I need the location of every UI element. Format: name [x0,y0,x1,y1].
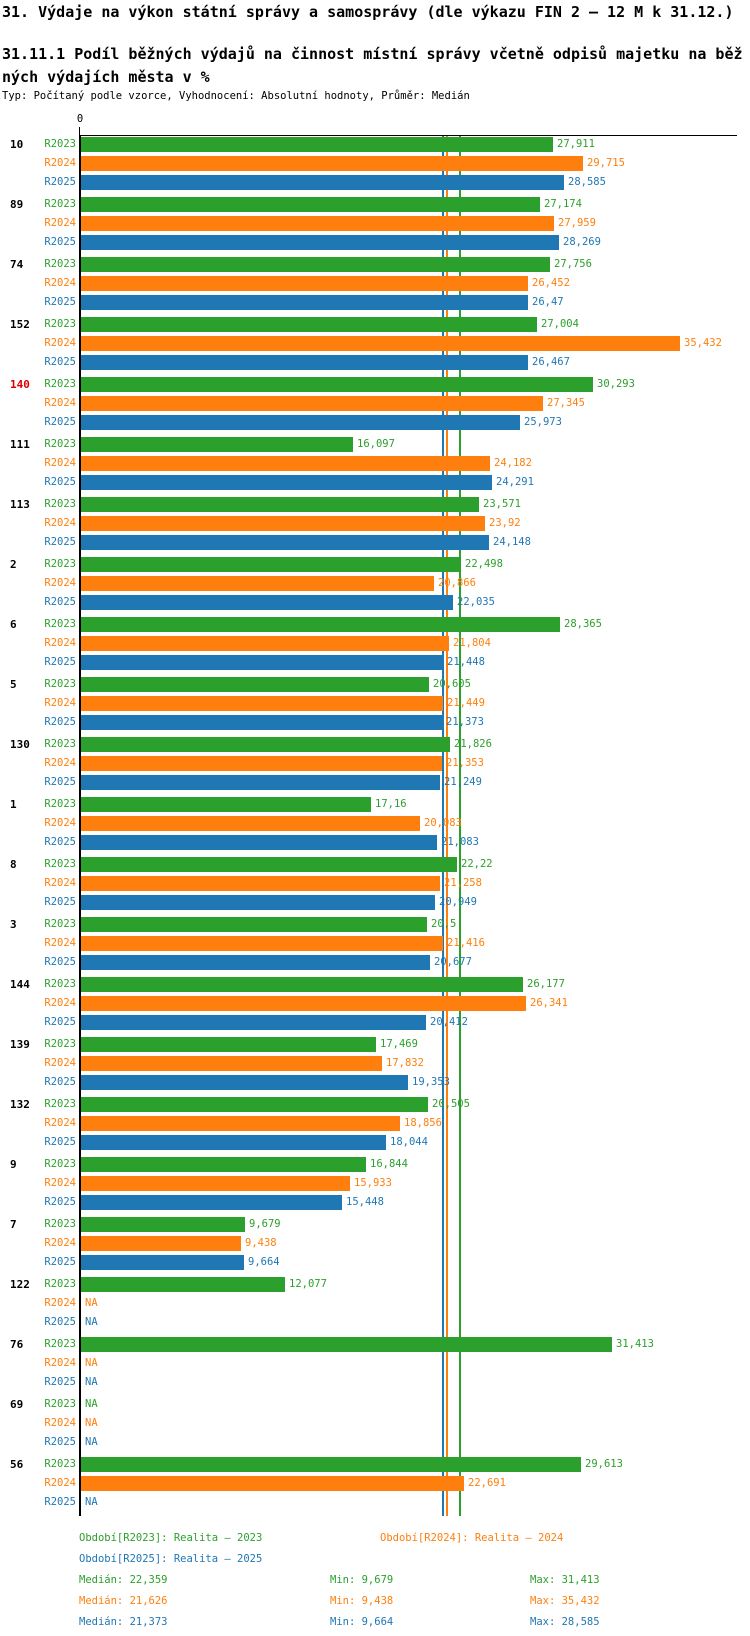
series-label: R2023 [44,558,76,570]
series-label: R2023 [44,1278,76,1290]
series-label: R2025 [44,1136,76,1148]
bar-value-label: 21,249 [444,776,482,788]
group-label: 69 [10,1398,24,1411]
bar [81,1075,408,1090]
bar [81,276,528,291]
bar [81,336,680,351]
series-label: R2024 [44,517,76,529]
bar-value-label: 26,177 [527,978,565,990]
bar [81,1097,428,1112]
bar-value-label: 16,844 [370,1158,408,1170]
group-label: 144 [10,978,30,991]
bar-value-label: 22,691 [468,1477,506,1489]
bar [81,876,440,891]
series-label: R2024 [44,157,76,169]
bar-value-label: 18,856 [404,1117,442,1129]
bar [81,1476,464,1491]
series-label: R2023 [44,738,76,750]
bar-value-label: 27,911 [557,138,595,150]
legend-period-r2025: Období[R2025]: Realita – 2025 [79,1553,263,1565]
series-label: R2023 [44,678,76,690]
bar-value-label: 9,664 [248,1256,280,1268]
bar-value-label: 24,182 [494,457,532,469]
legend-max-r2024: Max: 35,432 [530,1595,600,1607]
series-label: R2023 [44,1398,76,1410]
bar-value-label: NA [85,1496,98,1508]
bar-value-label: NA [85,1376,98,1388]
series-label: R2025 [44,476,76,488]
bar [81,617,560,632]
group-label: 74 [10,258,24,271]
series-label: R2023 [44,1098,76,1110]
bar-value-label: 20,677 [434,956,472,968]
bar [81,1236,241,1251]
bar [81,636,449,651]
series-label: R2025 [44,596,76,608]
series-label: R2024 [44,817,76,829]
bar-value-label: 17,832 [386,1057,424,1069]
group-label: 10 [10,138,24,151]
bar [81,557,461,572]
legend-max-r2023: Max: 31,413 [530,1574,600,1586]
series-label: R2025 [44,1076,76,1088]
series-label: R2025 [44,776,76,788]
bar-value-label: 20,949 [439,896,477,908]
bar [81,137,553,152]
bar-value-label: 21,449 [447,697,485,709]
series-label: R2024 [44,457,76,469]
series-label: R2025 [44,1436,76,1448]
series-label: R2024 [44,697,76,709]
bar [81,295,528,310]
series-label: R2025 [44,356,76,368]
bar [81,257,550,272]
series-label: R2024 [44,217,76,229]
bar-value-label: 12,077 [289,1278,327,1290]
bar [81,317,537,332]
bar [81,835,437,850]
bar-value-label: 20,5 [431,918,457,930]
bar [81,1277,285,1292]
series-label: R2023 [44,438,76,450]
series-label: R2023 [44,498,76,510]
bar-value-label: 30,293 [597,378,635,390]
bar [81,816,420,831]
series-label: R2025 [44,656,76,668]
group-label: 8 [10,858,17,871]
bar-value-label: 26,341 [530,997,568,1009]
bar-value-label: NA [85,1316,98,1328]
bar [81,576,434,591]
series-label: R2024 [44,277,76,289]
series-label: R2023 [44,1338,76,1350]
bar-value-label: 22,035 [457,596,495,608]
bar [81,996,526,1011]
bar-value-label: 21,083 [441,836,479,848]
bar-value-label: 26,452 [532,277,570,289]
bar [81,677,429,692]
bar-value-label: 17,469 [380,1038,418,1050]
bar [81,437,353,452]
series-label: R2023 [44,978,76,990]
bar [81,1037,376,1052]
series-label: R2025 [44,236,76,248]
series-label: R2024 [44,1417,76,1429]
axis-zero-label: 0 [76,113,84,125]
bar-value-label: 22,498 [465,558,503,570]
bar-value-label: NA [85,1417,98,1429]
bar-value-label: 24,148 [493,536,531,548]
bar [81,197,540,212]
series-label: R2025 [44,1376,76,1388]
group-label: 130 [10,738,30,751]
bar [81,1056,382,1071]
bar-value-label: 17,16 [375,798,407,810]
series-label: R2024 [44,1237,76,1249]
bar-value-label: 22,22 [461,858,493,870]
bar [81,895,435,910]
bar-value-label: 21,448 [447,656,485,668]
series-label: R2025 [44,1256,76,1268]
series-label: R2024 [44,997,76,1009]
legend-median-r2023: Medián: 22,359 [79,1574,168,1586]
bar-value-label: 24,291 [496,476,534,488]
group-label: 140 [10,378,30,391]
bar [81,955,430,970]
group-label: 2 [10,558,17,571]
series-label: R2025 [44,1496,76,1508]
bar-value-label: 20,412 [430,1016,468,1028]
bar-value-label: 20,866 [438,577,476,589]
legend-median-r2025: Medián: 21,373 [79,1616,168,1628]
bar-value-label: NA [85,1436,98,1448]
series-label: R2025 [44,176,76,188]
series-label: R2023 [44,1158,76,1170]
bar [81,715,442,730]
series-label: R2023 [44,1038,76,1050]
bar [81,216,554,231]
legend-median-r2024: Medián: 21,626 [79,1595,168,1607]
bar [81,156,583,171]
bar [81,355,528,370]
bar [81,737,450,752]
chart-meta: Typ: Počítaný podle vzorce, Vyhodnocení: Absolutní hodnoty, Průměr: Medián [2,90,470,102]
bar-value-label: 21,373 [446,716,484,728]
axis-vertical-line [79,135,81,1516]
group-label: 89 [10,198,24,211]
bar-value-label: 21,258 [444,877,482,889]
group-label: 3 [10,918,17,931]
bar [81,475,492,490]
group-label: 7 [10,1218,17,1231]
series-label: R2023 [44,378,76,390]
legend-period-r2023: Období[R2023]: Realita – 2023 [79,1532,263,1544]
series-label: R2023 [44,198,76,210]
bar [81,917,427,932]
bar [81,655,443,670]
bar-value-label: 20,505 [432,1098,470,1110]
bar-value-label: NA [85,1297,98,1309]
bar [81,396,543,411]
group-label: 76 [10,1338,24,1351]
legend-min-r2023: Min: 9,679 [330,1574,394,1586]
bar [81,857,457,872]
bar-value-label: 26,467 [532,356,570,368]
bar [81,1195,342,1210]
page-title: 31. Výdaje na výkon státní správy a samosprávy (dle výkazu FIN 2 – 12 M k 31.12.) [2,3,734,21]
series-label: R2024 [44,637,76,649]
group-label: 139 [10,1038,30,1051]
bar [81,1135,386,1150]
chart-plot [0,135,750,1516]
bar [81,936,443,951]
series-label: R2025 [44,716,76,728]
series-label: R2023 [44,1458,76,1470]
bar-value-label: 15,933 [354,1177,392,1189]
series-label: R2024 [44,1297,76,1309]
series-label: R2023 [44,618,76,630]
group-label: 122 [10,1278,30,1291]
bar-value-label: 21,826 [454,738,492,750]
bar [81,377,593,392]
series-label: R2025 [44,956,76,968]
bar-value-label: 27,345 [547,397,585,409]
legend-min-r2024: Min: 9,438 [330,1595,394,1607]
bar-value-label: 28,365 [564,618,602,630]
bar [81,977,523,992]
bar [81,756,442,771]
bar [81,797,371,812]
bar [81,1217,245,1232]
bar [81,1337,612,1352]
series-label: R2025 [44,836,76,848]
bar-value-label: 31,413 [616,1338,654,1350]
bar-value-label: 20,605 [433,678,471,690]
bar [81,775,440,790]
bar [81,497,479,512]
series-label: R2025 [44,1316,76,1328]
series-label: R2025 [44,536,76,548]
bar [81,1157,366,1172]
series-label: R2024 [44,1477,76,1489]
bar-value-label: 21,804 [453,637,491,649]
series-label: R2025 [44,416,76,428]
bar-value-label: 27,004 [541,318,579,330]
series-label: R2024 [44,1057,76,1069]
series-label: R2024 [44,937,76,949]
bar [81,696,443,711]
bar-value-label: NA [85,1398,98,1410]
series-label: R2025 [44,896,76,908]
series-label: R2023 [44,918,76,930]
bar [81,1116,400,1131]
group-label: 152 [10,318,30,331]
bar-value-label: 21,353 [446,757,484,769]
bar-value-label: 29,715 [587,157,625,169]
bar [81,535,489,550]
page-subtitle: 31.11.1 Podíl běžných výdajů na činnost místní správy včetně odpisů majetku na běžných výdajích města v % [2,45,743,86]
series-label: R2024 [44,1177,76,1189]
bar [81,1015,426,1030]
bar-value-label: 21,416 [447,937,485,949]
series-label: R2025 [44,296,76,308]
series-label: R2023 [44,138,76,150]
group-label: 111 [10,438,30,451]
bar-value-label: 23,92 [489,517,521,529]
series-label: R2025 [44,1016,76,1028]
series-label: R2024 [44,877,76,889]
bar-value-label: 19,353 [412,1076,450,1088]
group-label: 56 [10,1458,24,1471]
bar [81,595,453,610]
bar-value-label: 28,269 [563,236,601,248]
legend-period-r2024: Období[R2024]: Realita – 2024 [380,1532,564,1544]
legend-min-r2025: Min: 9,664 [330,1616,394,1628]
bar-value-label: 9,438 [245,1237,277,1249]
group-label: 113 [10,498,30,511]
group-label: 132 [10,1098,30,1111]
bar [81,175,564,190]
bar-value-label: 25,973 [524,416,562,428]
group-label: 5 [10,678,17,691]
series-label: R2025 [44,1196,76,1208]
bar [81,1457,581,1472]
bar-value-label: 27,174 [544,198,582,210]
bar [81,1255,244,1270]
series-label: R2024 [44,1117,76,1129]
bar-value-label: 35,432 [684,337,722,349]
group-label: 9 [10,1158,17,1171]
group-label: 1 [10,798,17,811]
series-label: R2023 [44,318,76,330]
series-label: R2024 [44,1357,76,1369]
legend-max-r2025: Max: 28,585 [530,1616,600,1628]
bar [81,235,559,250]
bar-value-label: 27,756 [554,258,592,270]
series-label: R2023 [44,1218,76,1230]
series-label: R2023 [44,258,76,270]
axis-top-line [79,135,737,136]
bar [81,1176,350,1191]
bar-value-label: 29,613 [585,1458,623,1470]
bar-value-label: 28,585 [568,176,606,188]
bar-value-label: NA [85,1357,98,1369]
series-label: R2023 [44,858,76,870]
series-label: R2023 [44,798,76,810]
bar [81,516,485,531]
series-label: R2024 [44,577,76,589]
bar-value-label: 23,571 [483,498,521,510]
series-label: R2024 [44,337,76,349]
series-label: R2024 [44,757,76,769]
series-label: R2024 [44,397,76,409]
bar-value-label: 18,044 [390,1136,428,1148]
bar-value-label: 9,679 [249,1218,281,1230]
bar [81,415,520,430]
bar [81,456,490,471]
bar-value-label: 20,083 [424,817,462,829]
bar-value-label: 26,47 [532,296,564,308]
group-label: 6 [10,618,17,631]
bar-value-label: 27,959 [558,217,596,229]
bar-value-label: 15,448 [346,1196,384,1208]
bar-value-label: 16,097 [357,438,395,450]
